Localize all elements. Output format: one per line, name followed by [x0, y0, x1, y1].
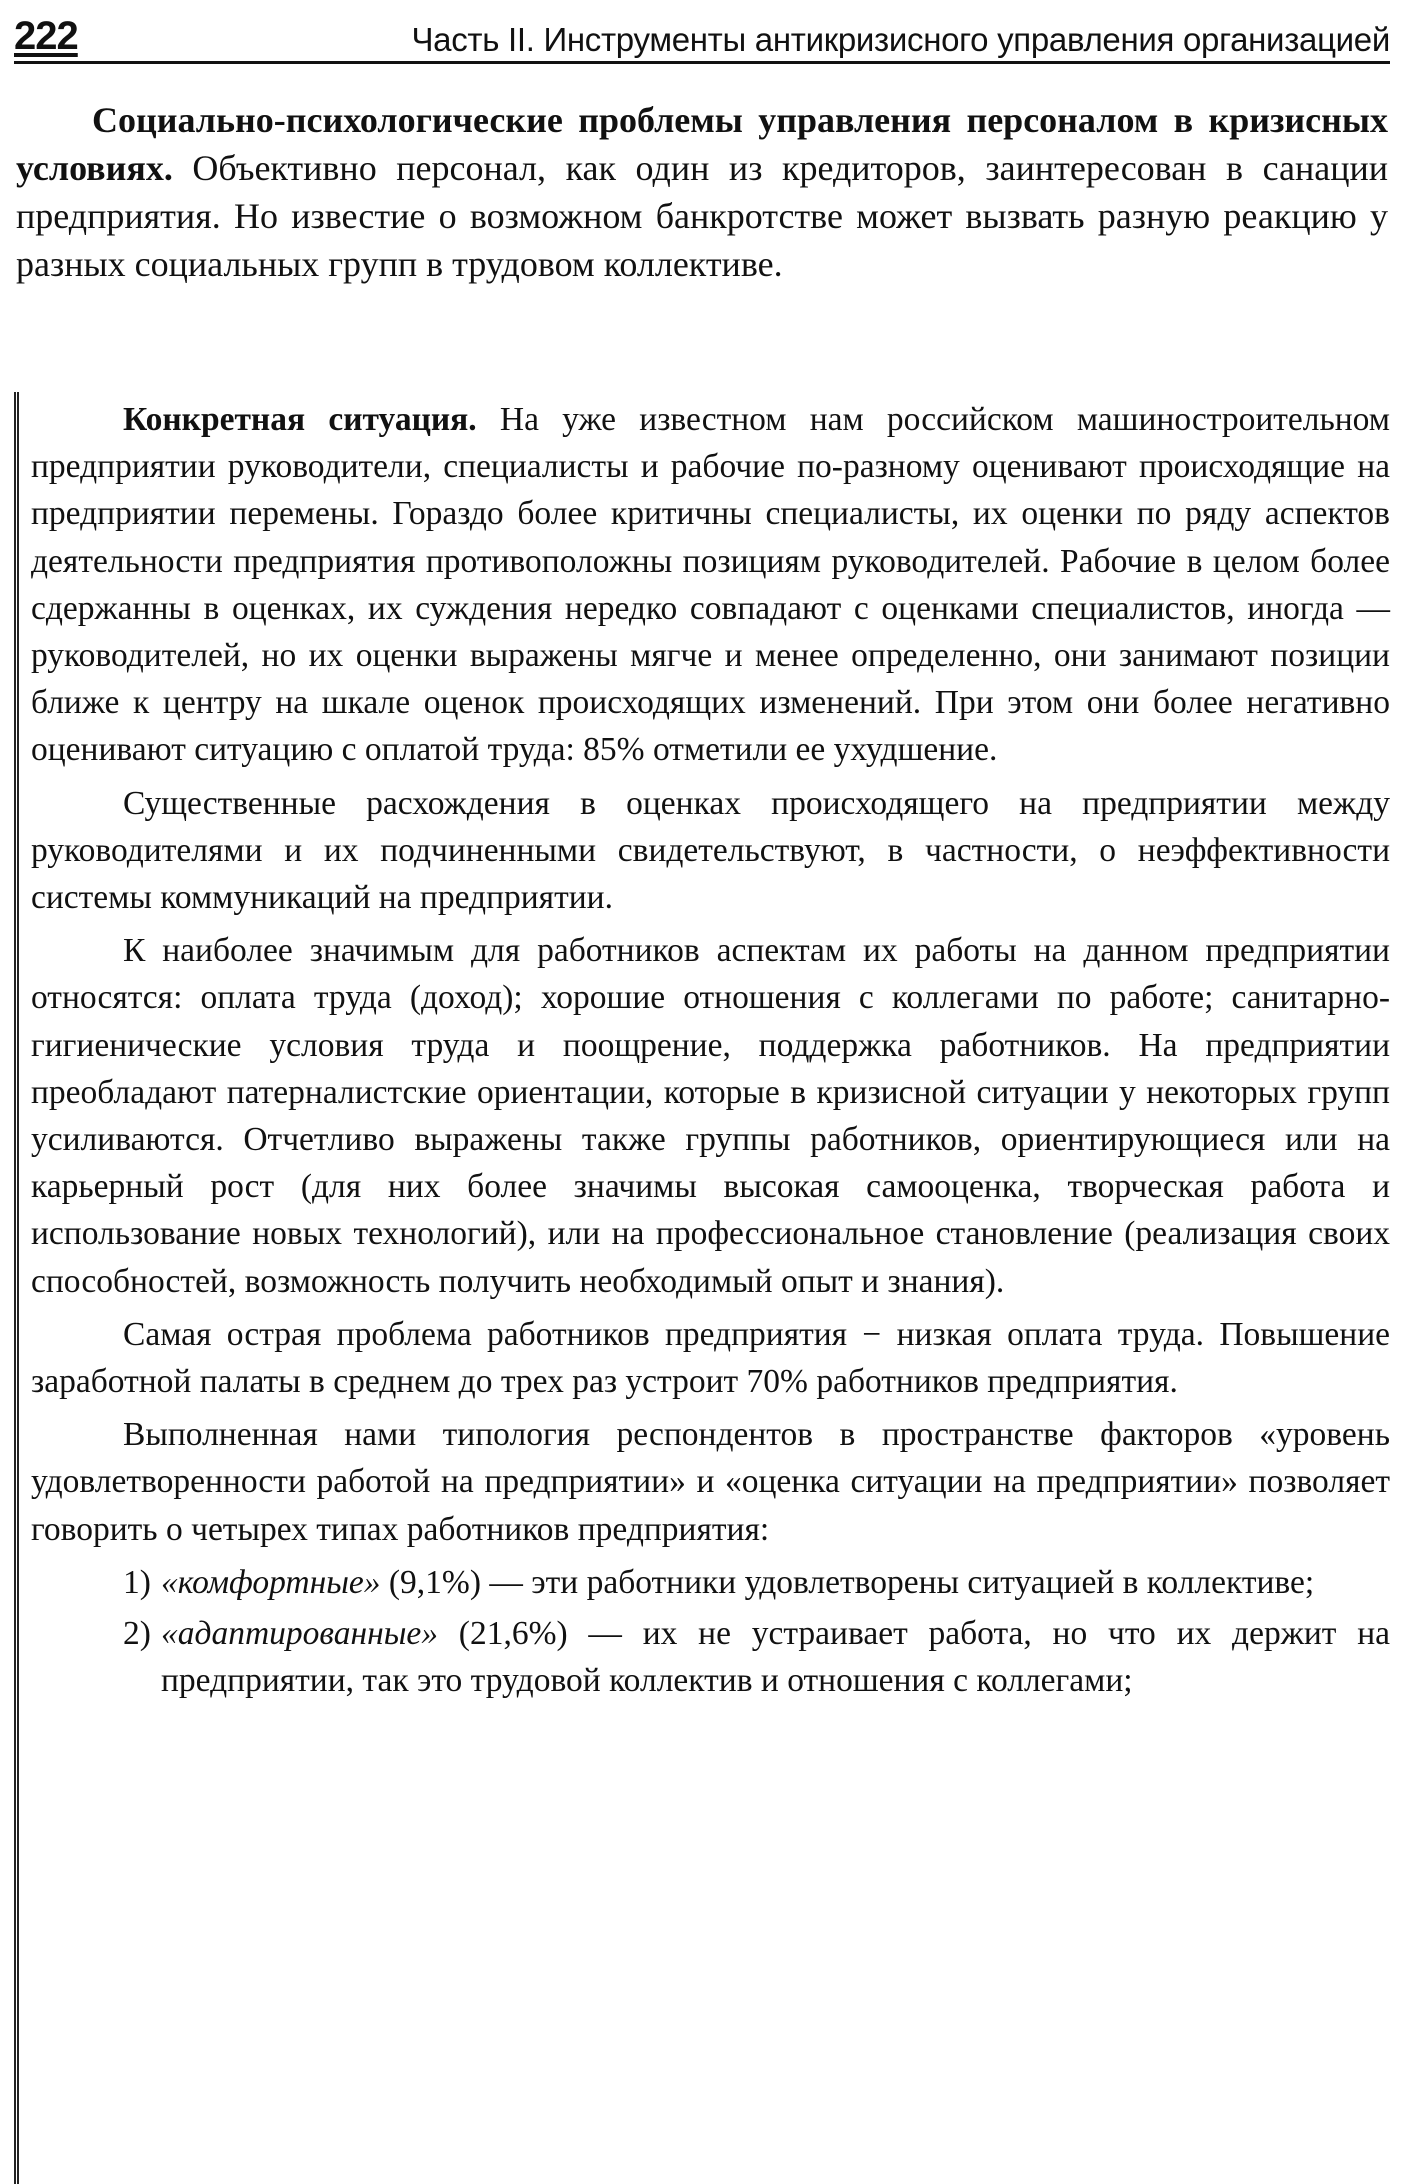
intro-paragraph: [16, 96, 1388, 288]
list-item-term: «адаптированные»: [161, 1615, 438, 1653]
case-paragraph: Выполненная нами типология респондентов в пространстве факторов «уровень удовлетворенности работой на предприятии» и «оценка ситуации на предприятии» позволяет говорить о четырех типах работников предприятия:: [31, 1416, 1390, 1548]
list-item-text: (21,6%) — их не устраивает работа, но что их держит на предприятии, так это трудовой коллектив и отношения с коллегами;: [161, 1615, 1390, 1700]
list-item-number: 1): [123, 1563, 151, 1601]
intro-text: Объективно персонал, как один из кредиторов, заинтересован в санации предприятия. Но известие о возможном банкротстве может вызвать разную реакцию у разных социальных групп в трудовом коллективе.: [16, 148, 1388, 284]
case-paragraph: К наиболее значимым для работников аспектам их работы на данном предприятии относятся: оплата труда (доход); хорошие отношения с коллегами по работе; санитарно-гигиенические условия труда и поощрение, поддержка работников. На предприятии преобладают патерналистские ориентации, которые в кризисной ситуации у некоторых групп усиливаются. Отчетливо выражены также группы работников, ориентирующиеся или на карьерный рост (для них более значимы высокая самооценка, творческая работа и использование новых технологий), или на профессиональное становление (реализация своих способностей, возможность получить необходимый опыт и знания).: [31, 932, 1390, 1300]
list-item: [31, 1610, 1390, 1704]
case-heading: Конкретная ситуация.: [123, 401, 477, 438]
list-item: [31, 1559, 1390, 1606]
case-paragraph: Самая острая проблема работников предприятия − низкая оплата труда. Повышение заработной палаты в среднем до трех раз устроит 70% работников предприятия.: [31, 1315, 1390, 1401]
page-number: 222: [14, 14, 78, 58]
intro-heading: Социально-психологические проблемы управления персоналом в кризисных условиях.: [16, 100, 1388, 188]
list-item-text: (9,1%) — эти работники удовлетворены ситуацией в коллективе;: [380, 1563, 1315, 1601]
worker-types-list: [31, 1559, 1390, 1705]
case-lead-paragraph: [31, 396, 1390, 774]
page-header: [14, 8, 1390, 64]
case-lead-text: На уже известном нам российском машиностроительном предприятии руководители, специалисты и рабочие по-разному оценивают происходящие на предприятии перемены. Гораздо более критичны специалисты, их оценки по ряду аспектов деятельности предприятия противоположны позициям руководителей. Рабочие в целом более сдержанны в оценках, их суждения нередко совпадают с оценками специалистов, иногда — руководителей, но их оценки выражены мягче и менее определенно, они занимают позиции ближе к центру на шкале оценок происходящих изменений. При этом они более негативно оценивают ситуацию с оплатой труда: 85% отметили ее ухудшение.: [31, 401, 1390, 769]
case-paragraph: Существенные расхождения в оценках происходящего на предприятии между руководителями и их подчиненными свидетельствуют, в частности, о неэффективности системы коммуникаций на предприятии.: [31, 784, 1390, 917]
running-title: Часть II. Инструменты антикризисного управления организацией: [411, 21, 1390, 58]
list-item-number: 2): [123, 1615, 151, 1653]
list-item-term: «комфортные»: [161, 1563, 381, 1601]
case-study-box: [14, 392, 1390, 2184]
